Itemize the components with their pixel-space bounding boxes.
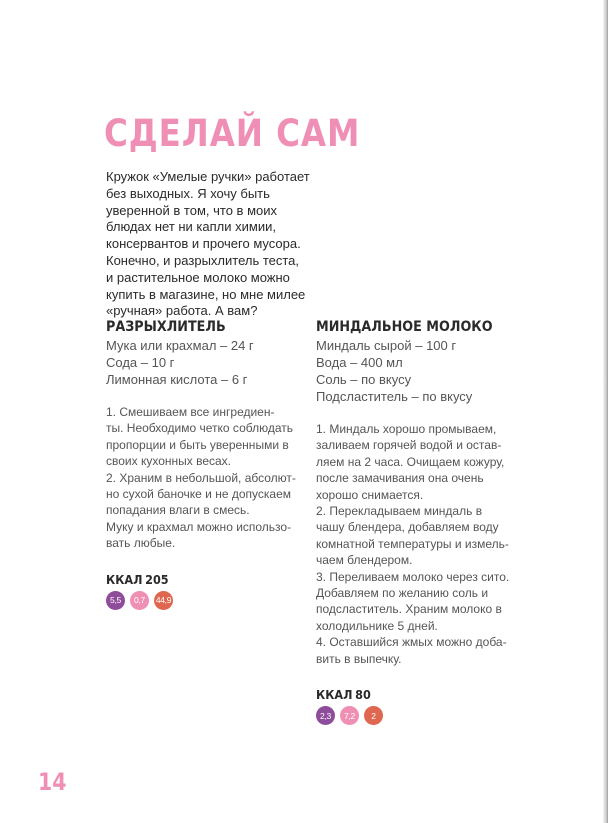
- step-line: 4. Оставшийся жмых можно доба-: [316, 635, 507, 650]
- intro-line: уверенной в том, что в моих: [106, 202, 277, 218]
- recipe-steps: [106, 404, 306, 552]
- step-line: после замачивания она очень: [316, 471, 484, 486]
- nutrient-badge-protein: 2,3: [316, 706, 335, 725]
- nutrient-badges: [316, 706, 516, 725]
- ingredient-item: Миндаль сырой – 100 г: [316, 338, 457, 353]
- nutrient-badges: [106, 591, 306, 610]
- step-line: хорошо снимается.: [316, 487, 424, 502]
- kcal-label: [316, 687, 496, 702]
- step-line: 2. Храним в небольшой, абсолют-: [106, 470, 296, 485]
- ingredient-item: Соль – по вкусу: [316, 372, 412, 387]
- nutrient-badge-carbs: 44,9: [154, 591, 173, 610]
- ingredient-item: Вода – 400 мл: [316, 355, 403, 370]
- intro-paragraph: [106, 169, 346, 320]
- step-line: ляем на 2 часа. Очищаем кожуру,: [316, 454, 505, 469]
- recipe-title: МИНДАЛЬНОЕ МОЛОКО: [316, 319, 493, 335]
- ingredient-item: Мука или крахмал – 24 г: [106, 338, 254, 353]
- kcal-label: [106, 572, 286, 587]
- step-line: холодильнике 5 дней.: [316, 618, 438, 633]
- step-line: подсластитель. Храним молоко в: [316, 602, 502, 617]
- intro-line: купить в магазине, но мне милее: [106, 286, 306, 302]
- page-edge-shadow: [603, 0, 608, 823]
- kcal-text: ККАЛ: [316, 687, 353, 703]
- recipe-almond-milk: [316, 318, 516, 725]
- step-line: Муку и крахмал можно использо-: [106, 519, 292, 534]
- kcal-value: 80: [355, 687, 371, 703]
- step-line: комнатной температуры и измель-: [316, 536, 509, 551]
- step-line: заливаем горячей водой и остав-: [316, 438, 502, 453]
- ingredient-item: Сода – 10 г: [106, 355, 175, 370]
- step-line: но сухой баночке и не допускаем: [106, 487, 291, 502]
- intro-line: без выходных. Я хочу быть: [106, 185, 270, 201]
- nutrient-badge-carbs: 2: [364, 706, 383, 725]
- intro-line: Конечно, и разрыхлитель теста,: [106, 252, 300, 268]
- step-line: Добавляем по желанию соль и: [316, 586, 489, 601]
- intro-line: консервантов и прочего мусора.: [106, 236, 301, 252]
- intro-line: Кружок «Умелые ручки» работает: [106, 169, 310, 184]
- step-line: 2. Перекладываем миндаль в: [316, 504, 483, 519]
- step-line: 3. Переливаем молоко через сито.: [316, 569, 510, 584]
- kcal-text: ККАЛ: [106, 571, 143, 587]
- page-title: СДЕЛАЙ САМ: [104, 112, 361, 155]
- ingredient-list: [106, 337, 306, 388]
- recipe-baking-powder: [106, 318, 306, 610]
- step-line: своих кухонных весах.: [106, 454, 232, 469]
- step-line: вать любые.: [106, 536, 176, 551]
- intro-line: и растительное молоко можно: [106, 269, 290, 285]
- intro-line: блюдах нет ни капли химии,: [106, 219, 276, 235]
- page-number: 14: [38, 768, 67, 796]
- step-line: 1. Миндаль хорошо промываем,: [316, 422, 497, 436]
- nutrient-badge-fat: 0,7: [130, 591, 149, 610]
- intro-line: «ручная» работа. А вам?: [106, 303, 258, 319]
- step-line: вить в выпечку.: [316, 651, 402, 666]
- ingredient-item: Подсластитель – по вкусу: [316, 389, 473, 404]
- step-line: 1. Смешиваем все ингредиен-: [106, 405, 275, 419]
- step-line: пропорции и быть уверенными в: [106, 437, 289, 452]
- step-line: ты. Необходимо четко соблюдать: [106, 421, 293, 436]
- ingredient-item: Лимонная кислота – 6 г: [106, 372, 248, 387]
- recipe-title: РАЗРЫХЛИТЕЛЬ: [106, 319, 226, 335]
- ingredient-list: [316, 337, 516, 405]
- step-line: чашу блендера, добавляем воду: [316, 520, 499, 535]
- recipe-steps: [316, 421, 516, 667]
- step-line: попадания влаги в смесь.: [106, 503, 250, 518]
- kcal-value: 205: [145, 571, 169, 587]
- nutrient-badge-protein: 5,5: [106, 591, 125, 610]
- step-line: чаем блендером.: [316, 553, 413, 568]
- nutrient-badge-fat: 7,2: [340, 706, 359, 725]
